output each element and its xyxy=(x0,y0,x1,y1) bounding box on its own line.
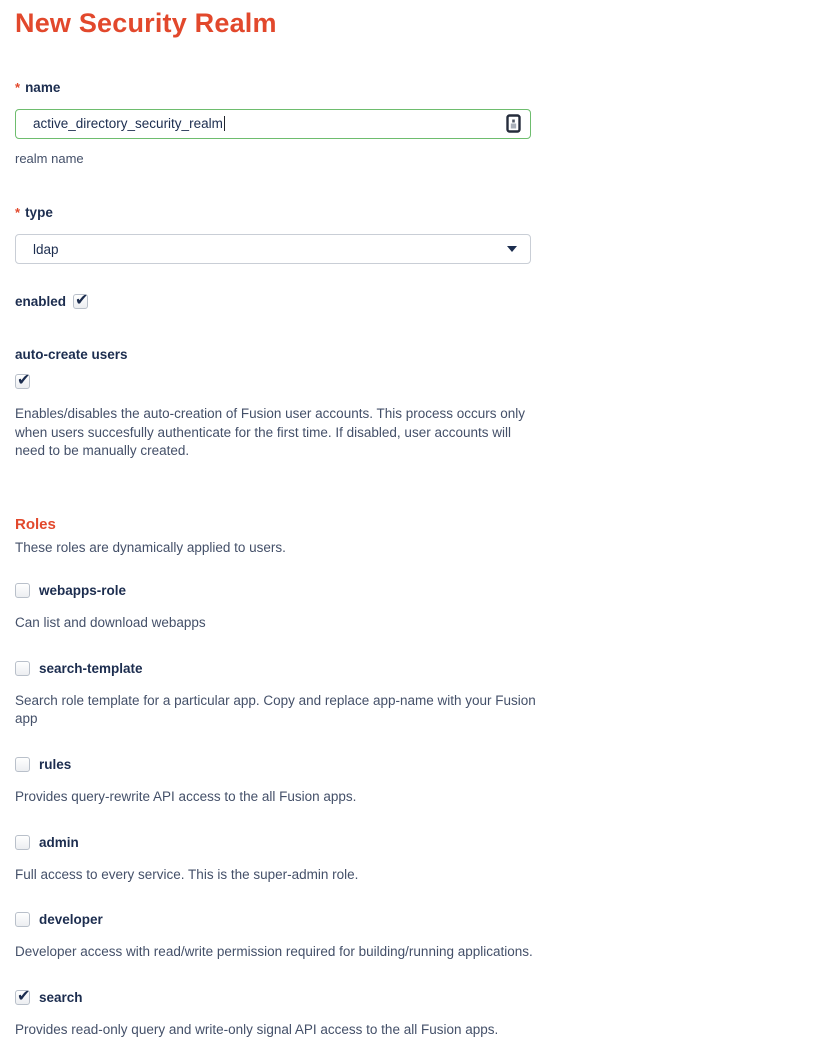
name-input-value: active_directory_security_realm xyxy=(33,116,223,132)
name-field-help: realm name xyxy=(15,150,84,166)
role-checkbox-admin[interactable] xyxy=(15,835,30,850)
enabled-label: enabled xyxy=(15,294,67,310)
type-select-value: ldap xyxy=(33,241,59,257)
enabled-checkbox[interactable] xyxy=(73,294,88,309)
role-row xyxy=(15,990,545,1005)
page-title: New Security Realm xyxy=(15,8,277,38)
role-checkbox-rules[interactable] xyxy=(15,757,30,772)
role-row xyxy=(15,757,545,772)
role-item-developer xyxy=(15,912,545,962)
name-input[interactable] xyxy=(15,109,531,139)
auto-create-users-checkbox[interactable] xyxy=(15,374,30,389)
name-field-label-text: name xyxy=(25,80,61,95)
roles-heading: Roles xyxy=(15,516,56,534)
role-item-admin xyxy=(15,835,545,885)
role-description: Can list and download webapps xyxy=(15,615,206,631)
role-description: Provides query-rewrite API access to the all Fusion apps. xyxy=(15,788,357,804)
role-checkbox-search-template[interactable] xyxy=(15,661,30,676)
role-row xyxy=(15,661,545,676)
role-row xyxy=(15,912,545,927)
role-label: search xyxy=(39,989,83,1005)
role-checkbox-developer[interactable] xyxy=(15,912,30,927)
role-label: rules xyxy=(39,756,72,772)
type-select[interactable] xyxy=(15,234,531,264)
name-field-label xyxy=(15,80,545,96)
type-field-label-text: type xyxy=(25,204,53,220)
type-field-label xyxy=(15,205,545,221)
role-checkbox-search[interactable] xyxy=(15,990,30,1005)
chevron-down-icon xyxy=(507,246,517,252)
role-label: admin xyxy=(39,834,79,850)
password-manager-icon[interactable] xyxy=(506,114,521,133)
auto-create-users-description: Enables/disables the auto-creation of Fusion user accounts. This process occurs only when users succesfully authenticate for the first time. If disabled, user accounts will need to be manually created. xyxy=(15,406,526,459)
role-description: Developer access with read/write permission required for building/running applications. xyxy=(15,944,533,960)
role-label: developer xyxy=(39,912,103,928)
role-checkbox-webapps-role[interactable] xyxy=(15,583,30,598)
roles-subtitle: These roles are dynamically applied to users. xyxy=(15,540,286,556)
role-label: webapps-role xyxy=(39,583,127,599)
role-item-webapps-role xyxy=(15,583,545,633)
role-item-search xyxy=(15,990,545,1039)
text-cursor xyxy=(224,116,225,131)
role-description: Provides read-only query and write-only signal API access to the all Fusion apps. xyxy=(15,1021,499,1037)
role-description: Full access to every service. This is the super-admin role. xyxy=(15,866,359,882)
role-item-search-template xyxy=(15,661,545,729)
enabled-field xyxy=(15,294,545,309)
role-row xyxy=(15,583,545,598)
role-label: search-template xyxy=(39,660,143,676)
required-marker: * xyxy=(15,80,21,95)
role-item-rules xyxy=(15,757,545,807)
role-row xyxy=(15,835,545,850)
required-marker: * xyxy=(15,204,21,220)
role-description: Search role template for a particular app. Copy and replace app-name with your Fusion app xyxy=(15,692,536,727)
auto-create-users-label: auto-create users xyxy=(15,347,128,363)
